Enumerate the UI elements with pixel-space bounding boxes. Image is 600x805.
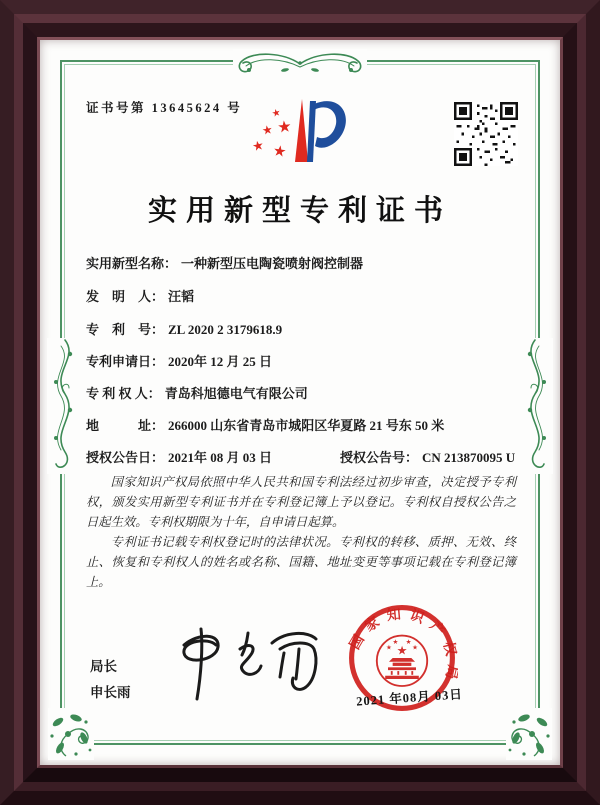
flourish-top-icon xyxy=(233,49,367,83)
field-row xyxy=(86,253,530,273)
svg-text:★: ★ xyxy=(405,638,412,646)
field-label: 授权公告日： xyxy=(86,450,165,465)
floral-bottom-right-icon xyxy=(506,708,552,760)
signer-block xyxy=(90,654,131,706)
qr-code xyxy=(454,102,518,166)
field-row xyxy=(86,286,530,306)
cnipa-logo-icon xyxy=(243,90,357,172)
certificate-body xyxy=(86,472,516,592)
field-label: 专利申请日： xyxy=(86,354,165,369)
seal-text: 国家知识产权局 xyxy=(347,607,458,688)
field-label: 授权公告号： xyxy=(340,450,419,465)
svg-text:★: ★ xyxy=(270,107,283,120)
director-signature xyxy=(168,623,338,713)
signer-title: 局长 xyxy=(90,659,117,674)
field-label: 专 利 权 人： xyxy=(86,386,161,401)
field-value: ZL 2020 2 3179618.9 xyxy=(168,322,283,337)
seal-date: 2021 年08月 03日 xyxy=(355,687,464,709)
svg-text:★: ★ xyxy=(412,643,418,652)
field-row xyxy=(86,415,530,435)
field-value: 青岛科旭德电气有限公司 xyxy=(164,386,308,401)
field-label: 发 明 人： xyxy=(86,289,165,304)
body-paragraph: 专利证书记载专利权登记时的法律状况。专利权的转移、质押、无效、终止、恢复和专利权人的姓名或名称、国籍、地址变更等事项记载在专利登记簿上。 xyxy=(86,535,516,589)
svg-text:★: ★ xyxy=(396,643,408,658)
floral-bottom-left-icon xyxy=(48,708,94,760)
field-row xyxy=(86,383,530,403)
field-label: 实用新型名称： xyxy=(86,256,178,271)
svg-text:★: ★ xyxy=(260,122,274,138)
field-value: 2021年 08 月 03 日 xyxy=(168,450,273,465)
svg-text:★: ★ xyxy=(386,643,392,652)
body-paragraph: 国家知识产权局依照中华人民共和国专利法经过初步审查，决定授予专利权，颁发实用新型专利证书并在专利登记簿上予以登记。专利权自授权公告之日起生效。专利权期限为十年，自申请日起算。 xyxy=(86,475,516,529)
field-value: 266000 山东省青岛市城阳区华夏路 21 号东 50 米 xyxy=(168,418,445,433)
certificate-paper xyxy=(40,40,560,765)
field-value: 汪韬 xyxy=(168,289,195,304)
field-row xyxy=(86,447,530,467)
svg-text:★: ★ xyxy=(271,141,288,161)
svg-text:★: ★ xyxy=(251,138,266,156)
flourish-left-icon xyxy=(47,338,81,474)
svg-text:★: ★ xyxy=(276,116,293,137)
signer-name: 申长雨 xyxy=(90,685,131,700)
field-label: 地 址： xyxy=(86,418,165,433)
certificate-number: 证书号第 13645624 号 xyxy=(86,101,243,115)
page-title: 实用新型专利证书 xyxy=(147,195,452,227)
svg-text:★: ★ xyxy=(392,638,399,646)
field-row xyxy=(86,351,530,371)
field-label: 专 利 号： xyxy=(86,322,165,337)
field-row xyxy=(86,319,530,339)
field-value: CN 213870095 U xyxy=(422,450,516,465)
field-value: 一种新型压电陶瓷喷射阀控制器 xyxy=(181,256,364,271)
field-value: 2020年 12 月 25 日 xyxy=(168,354,273,369)
